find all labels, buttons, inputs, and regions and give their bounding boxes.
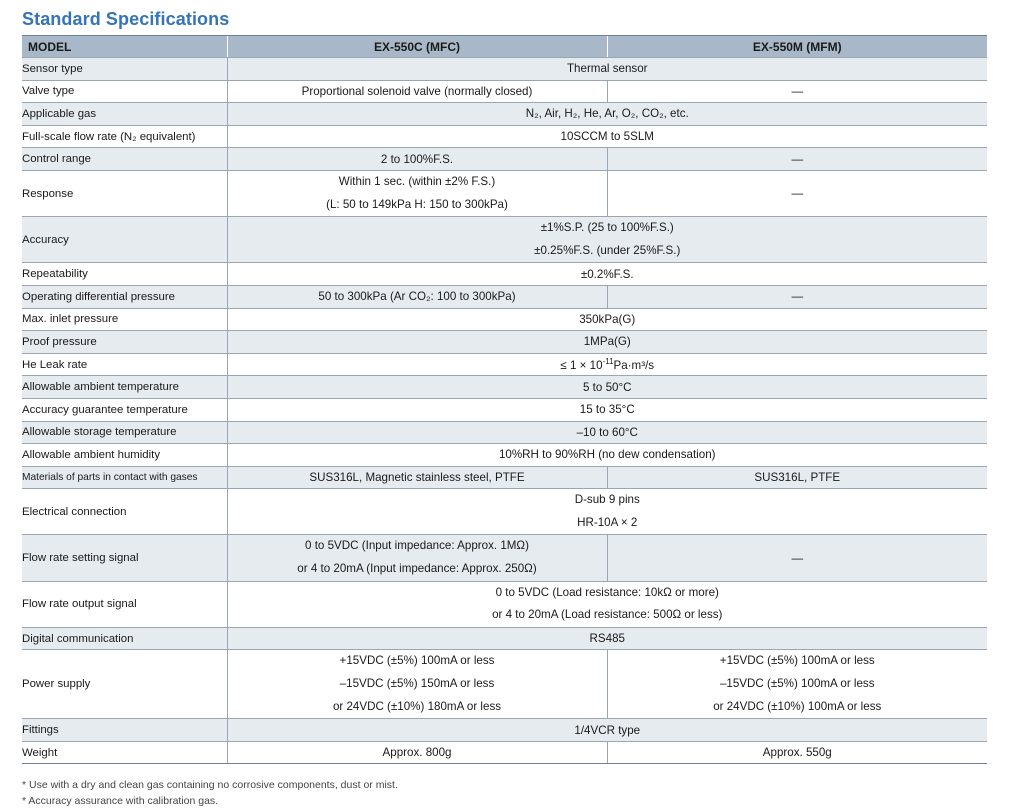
value-line: –15VDC (±5%) 100mA or less xyxy=(608,673,988,696)
row-value-mfm: SUS316L, PTFE xyxy=(607,466,987,489)
row-label: Materials of parts in contact with gases xyxy=(22,466,227,489)
row-value-mfc xyxy=(227,650,607,719)
table-row xyxy=(22,170,987,216)
row-value: 350kPa(G) xyxy=(227,308,987,331)
row-value-mfm: — xyxy=(607,285,987,308)
table-header-row xyxy=(22,36,987,58)
row-value: 10SCCM to 5SLM xyxy=(227,125,987,148)
table-row xyxy=(22,581,987,627)
value-text: ≤ 1 × 10 xyxy=(560,359,602,372)
row-label: Power supply xyxy=(22,650,227,719)
table-row xyxy=(22,489,987,535)
table-row xyxy=(22,263,987,286)
row-label: Digital communication xyxy=(22,627,227,650)
value-line: D-sub 9 pins xyxy=(228,489,988,512)
footnotes xyxy=(22,778,398,809)
value-line: 0 to 5VDC (Input impedance: Approx. 1MΩ) xyxy=(228,535,607,558)
table-row xyxy=(22,627,987,650)
row-label: Sensor type xyxy=(22,58,227,81)
row-label: Response xyxy=(22,170,227,216)
row-value: 10%RH to 90%RH (no dew condensation) xyxy=(227,444,987,467)
row-label: Max. inlet pressure xyxy=(22,308,227,331)
row-value: –10 to 60°C xyxy=(227,421,987,444)
value-line: Within 1 sec. (within ±2% F.S.) xyxy=(228,171,607,194)
footnote: * Accuracy assurance with calibration gas. xyxy=(22,794,398,809)
row-label: Valve type xyxy=(22,80,227,103)
row-value-mfm: — xyxy=(607,80,987,103)
value-line: –15VDC (±5%) 150mA or less xyxy=(228,673,607,696)
row-label: Repeatability xyxy=(22,263,227,286)
row-value: 1MPa(G) xyxy=(227,331,987,354)
row-value-mfc: 2 to 100%F.S. xyxy=(227,148,607,171)
row-value-mfm xyxy=(607,650,987,719)
row-value: N₂, Air, H₂, He, Ar, O₂, CO₂, etc. xyxy=(227,103,987,126)
table-row xyxy=(22,421,987,444)
row-label: Accuracy xyxy=(22,217,227,263)
row-label: Weight xyxy=(22,741,227,764)
table-row xyxy=(22,148,987,171)
row-value: 5 to 50°C xyxy=(227,376,987,399)
table-row xyxy=(22,466,987,489)
value-line: or 24VDC (±10%) 100mA or less xyxy=(608,696,988,719)
value-line: +15VDC (±5%) 100mA or less xyxy=(228,650,607,673)
row-value xyxy=(227,489,987,535)
value-exponent: -11 xyxy=(603,357,614,366)
value-line: (L: 50 to 149kPa H: 150 to 300kPa) xyxy=(228,194,607,217)
row-value-mfm: — xyxy=(607,148,987,171)
row-label: Electrical connection xyxy=(22,489,227,535)
footnote: * Use with a dry and clean gas containing no corrosive components, dust or mist. xyxy=(22,778,398,794)
value-line: or 4 to 20mA (Load resistance: 500Ω or less) xyxy=(228,604,988,627)
value-unit: Pa·m³/s xyxy=(614,359,655,372)
table-row xyxy=(22,103,987,126)
table-row xyxy=(22,741,987,764)
value-line: 0 to 5VDC (Load resistance: 10kΩ or more) xyxy=(228,582,988,605)
row-value-mfc xyxy=(227,535,607,581)
table-row xyxy=(22,331,987,354)
row-value xyxy=(227,581,987,627)
table-row xyxy=(22,398,987,421)
table-row xyxy=(22,285,987,308)
table-row xyxy=(22,353,987,376)
row-value-mfm: — xyxy=(607,170,987,216)
row-value xyxy=(227,217,987,263)
table-row xyxy=(22,58,987,81)
row-value-mfm: Approx. 550g xyxy=(607,741,987,764)
row-label: Accuracy guarantee temperature xyxy=(22,398,227,421)
row-value: 15 to 35°C xyxy=(227,398,987,421)
row-value-mfc: 50 to 300kPa (Ar CO₂: 100 to 300kPa) xyxy=(227,285,607,308)
row-value: ±0.2%F.S. xyxy=(227,263,987,286)
table-row xyxy=(22,217,987,263)
row-label: Operating differential pressure xyxy=(22,285,227,308)
row-label: Applicable gas xyxy=(22,103,227,126)
table-row xyxy=(22,80,987,103)
row-label: Proof pressure xyxy=(22,331,227,354)
row-label: Fittings xyxy=(22,719,227,742)
row-label: Full-scale flow rate (N₂ equivalent) xyxy=(22,125,227,148)
row-value: Thermal sensor xyxy=(227,58,987,81)
col-header-mfm: EX-550M (MFM) xyxy=(607,36,987,58)
row-label: Allowable storage temperature xyxy=(22,421,227,444)
table-row xyxy=(22,376,987,399)
row-label: Flow rate setting signal xyxy=(22,535,227,581)
table-row xyxy=(22,650,987,719)
row-label: He Leak rate xyxy=(22,353,227,376)
value-line: ±1%S.P. (25 to 100%F.S.) xyxy=(228,217,988,240)
spec-table xyxy=(22,35,987,764)
table-row xyxy=(22,535,987,581)
row-value-mfc: Proportional solenoid valve (normally closed) xyxy=(227,80,607,103)
row-value-mfm: — xyxy=(607,535,987,581)
table-row xyxy=(22,444,987,467)
row-value-mfc: SUS316L, Magnetic stainless steel, PTFE xyxy=(227,466,607,489)
row-value-mfc: Approx. 800g xyxy=(227,741,607,764)
value-line: HR-10A × 2 xyxy=(228,512,988,535)
row-label: Allowable ambient temperature xyxy=(22,376,227,399)
value-line: +15VDC (±5%) 100mA or less xyxy=(608,650,988,673)
row-label: Control range xyxy=(22,148,227,171)
table-row xyxy=(22,125,987,148)
page-title: Standard Specifications xyxy=(22,9,229,30)
table-row xyxy=(22,719,987,742)
col-header-mfc: EX-550C (MFC) xyxy=(227,36,607,58)
row-value-mfc xyxy=(227,170,607,216)
value-line: ±0.25%F.S. (under 25%F.S.) xyxy=(228,240,988,263)
row-label: Allowable ambient humidity xyxy=(22,444,227,467)
table-row xyxy=(22,308,987,331)
row-label: Flow rate output signal xyxy=(22,581,227,627)
row-value xyxy=(227,353,987,376)
value-line: or 4 to 20mA (Input impedance: Approx. 250Ω) xyxy=(228,558,607,581)
model-header: MODEL xyxy=(22,36,227,58)
row-value: RS485 xyxy=(227,627,987,650)
row-value: 1/4VCR type xyxy=(227,719,987,742)
value-line: or 24VDC (±10%) 180mA or less xyxy=(228,696,607,719)
